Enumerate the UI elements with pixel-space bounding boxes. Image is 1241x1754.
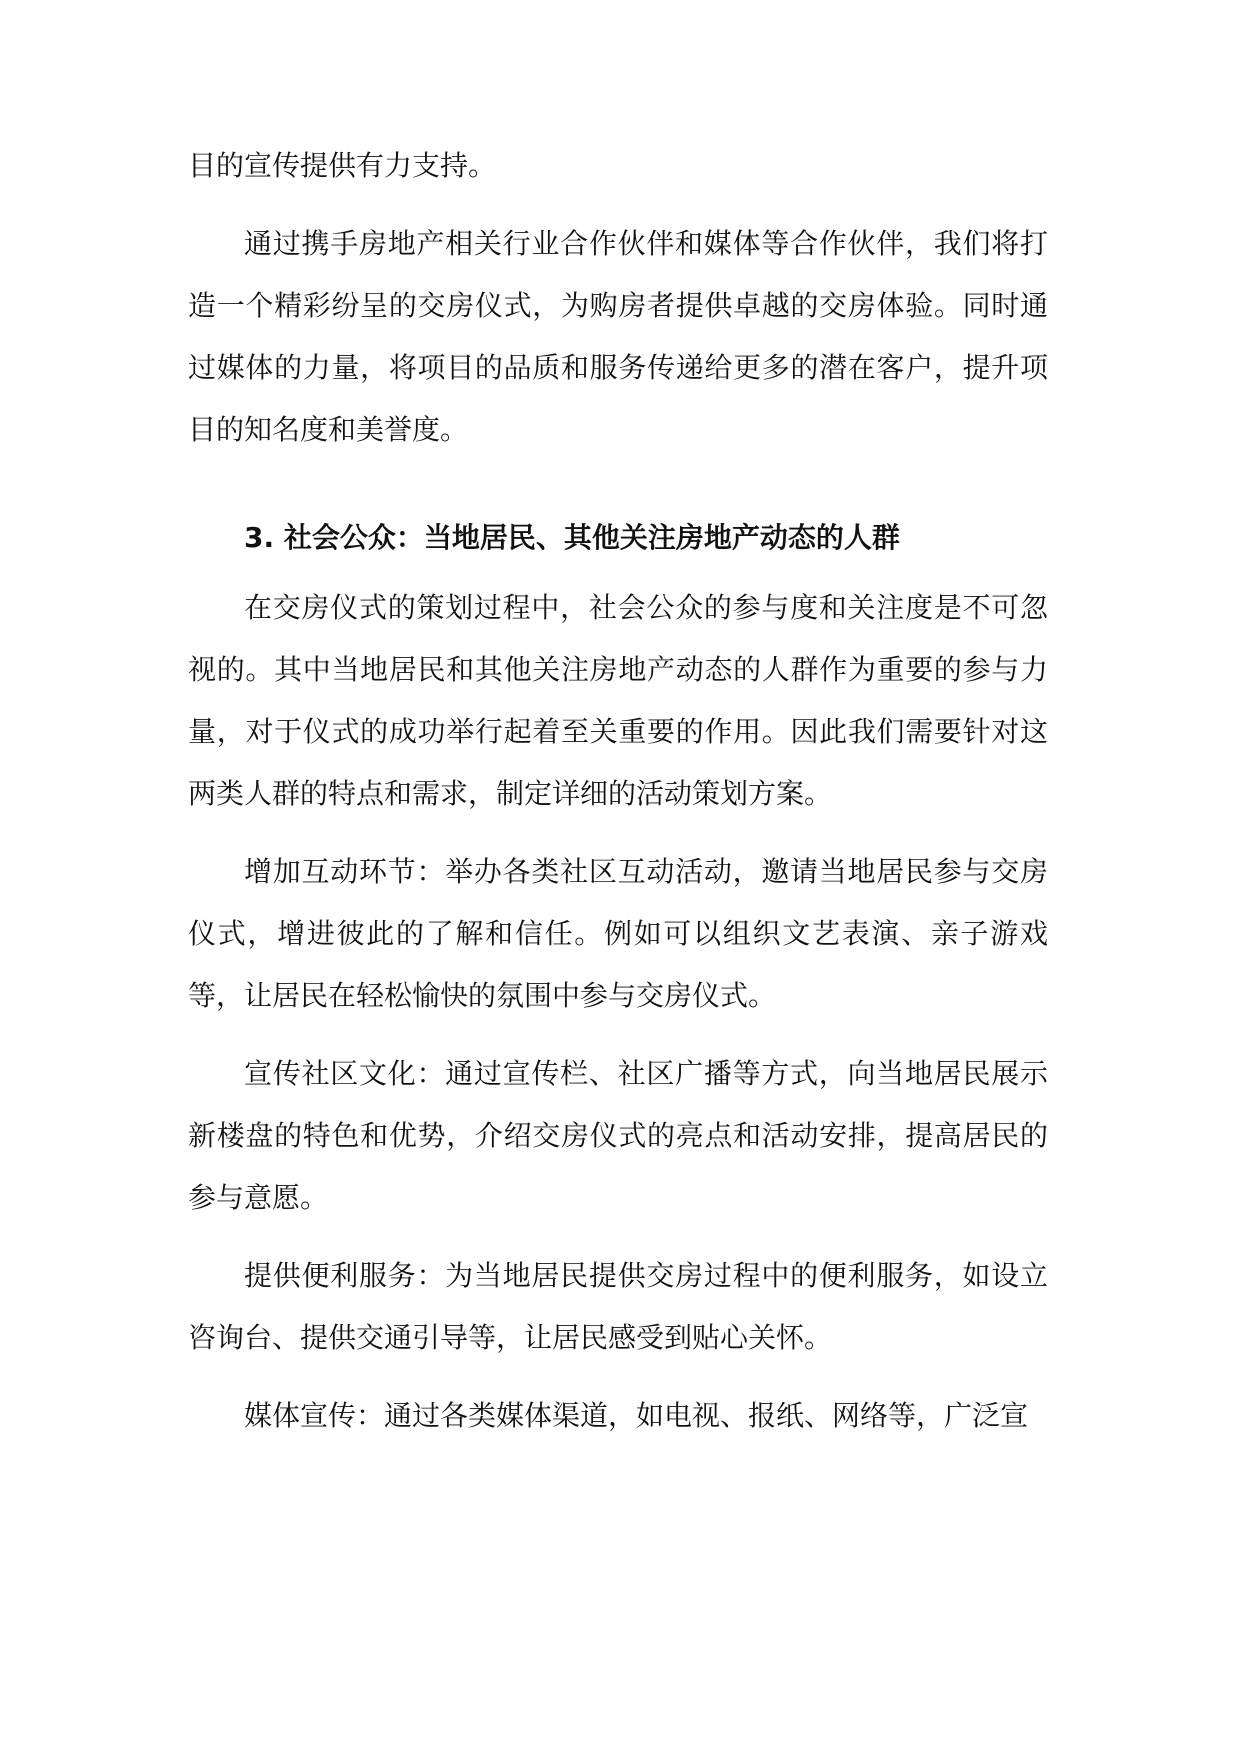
paragraph-continuation: 目的宣传提供有力支持。 — [188, 149, 497, 182]
paragraph-partners: 通过携手房地产相关行业合作伙伴和媒体等合作伙伴，我们将打造一个精彩纷呈的交房仪式，为购房者提供卓越的交房体验。同时通过媒体的力量，将项目的品质和服务传递给更多的潜在客户，提升项目的知名度和美誉度。 — [188, 227, 1048, 446]
paragraph-interaction: 增加互动环节：举办各类社区互动活动，邀请当地居民参与交房仪式，增进彼此的了解和信任。例如可以组织文艺表演、亲子游戏等，让居民在轻松愉快的氛围中参与交房仪式。 — [188, 855, 1048, 1012]
paragraph-public-intro: 在交房仪式的策划过程中，社会公众的参与度和关注度是不可忽视的。其中当地居民和其他关注房地产动态的人群作为重要的参与力量，对于仪式的成功举行起着至关重要的作用。因此我们需要针对这两类人群的特点和需求，制定详细的活动策划方案。 — [188, 591, 1048, 810]
section-heading: 3. 社会公众：当地居民、其他关注房地产动态的人群 — [244, 521, 900, 554]
document-body — [188, 135, 1048, 1447]
paragraph-culture: 宣传社区文化：通过宣传栏、社区广播等方式，向当地居民展示新楼盘的特色和优势，介绍交房仪式的亮点和活动安排，提高居民的参与意愿。 — [188, 1057, 1048, 1214]
paragraph-media: 媒体宣传：通过各类媒体渠道，如电视、报纸、网络等，广泛宣 — [244, 1399, 1029, 1432]
paragraph-services: 提供便利服务：为当地居民提供交房过程中的便利服务，如设立咨询台、提供交通引导等，让居民感受到贴心关怀。 — [188, 1259, 1048, 1354]
